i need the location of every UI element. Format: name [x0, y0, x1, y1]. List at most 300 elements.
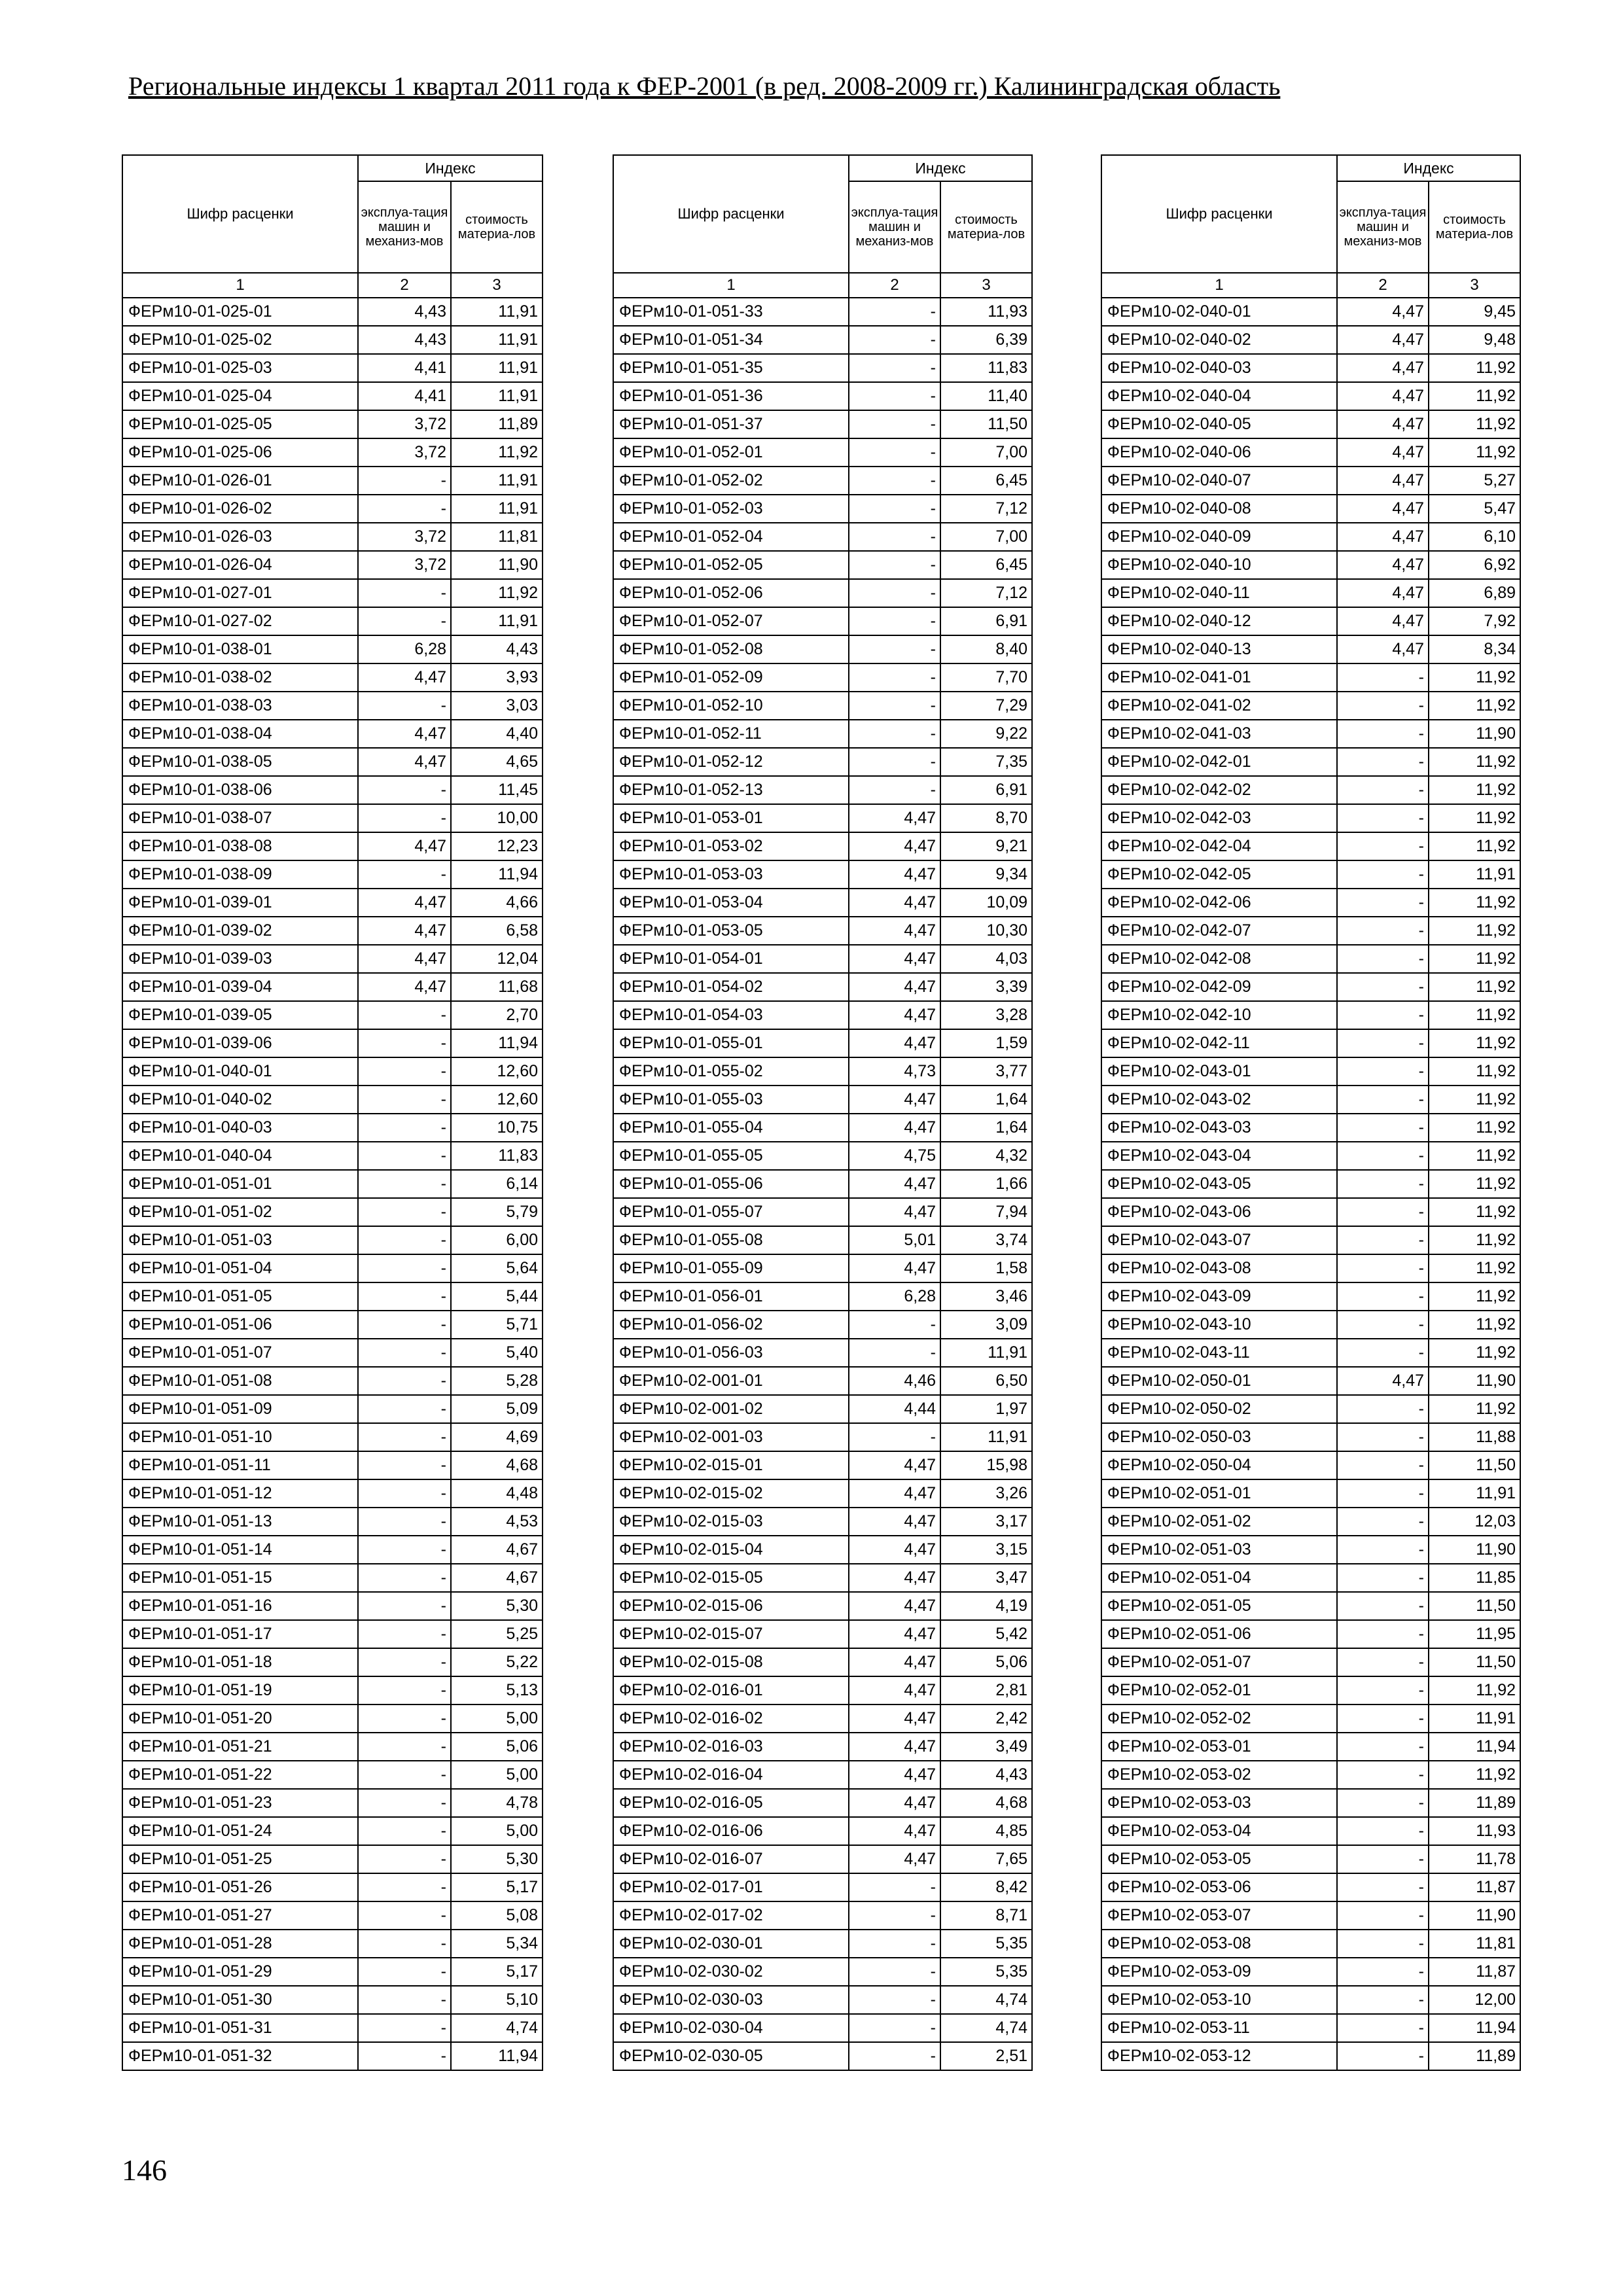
materials-index-cell: 11,92 — [1429, 1676, 1520, 1704]
table-row — [1101, 1930, 1520, 1958]
materials-index-cell: 11,92 — [1429, 663, 1520, 692]
machines-index-cell: 4,47 — [849, 889, 940, 917]
materials-index-cell: 11,92 — [1429, 692, 1520, 720]
table-row — [122, 551, 543, 579]
table-row — [613, 1226, 1032, 1254]
machines-index-cell: 6,28 — [358, 635, 451, 663]
materials-index-cell: 11,50 — [1429, 1648, 1520, 1676]
table-row — [122, 1873, 543, 1901]
rate-code-cell: ФЕРм10-01-038-08 — [122, 832, 358, 860]
machines-index-cell: 4,73 — [849, 1057, 940, 1086]
rate-code-cell: ФЕРм10-02-053-06 — [1101, 1873, 1337, 1901]
table-row — [122, 467, 543, 495]
machines-index-cell: - — [1337, 1001, 1429, 1029]
rate-code-cell: ФЕРм10-01-053-02 — [613, 832, 849, 860]
machines-index-cell: 4,47 — [1337, 467, 1429, 495]
table-row — [122, 860, 543, 889]
rate-code-cell: ФЕРм10-02-043-09 — [1101, 1282, 1337, 1311]
machines-index-cell: - — [358, 1704, 451, 1733]
rate-code-cell: ФЕРм10-02-042-05 — [1101, 860, 1337, 889]
machines-index-cell: - — [1337, 1086, 1429, 1114]
machines-index-cell: - — [849, 720, 940, 748]
rate-code-cell: ФЕРм10-01-038-05 — [122, 748, 358, 776]
machines-index-cell: 4,47 — [849, 804, 940, 832]
table-row — [1101, 804, 1520, 832]
materials-index-cell: 10,75 — [451, 1114, 543, 1142]
rate-code-cell: ФЕРм10-01-052-07 — [613, 607, 849, 635]
machines-index-cell: 4,47 — [1337, 1367, 1429, 1395]
machines-index-cell: 4,47 — [849, 945, 940, 973]
materials-index-cell: 11,92 — [1429, 1001, 1520, 1029]
rate-code-cell: ФЕРм10-02-030-05 — [613, 2042, 849, 2070]
materials-index-cell: 11,91 — [1429, 860, 1520, 889]
rate-code-cell: ФЕРм10-01-054-02 — [613, 973, 849, 1001]
rate-code-cell: ФЕРм10-02-040-11 — [1101, 579, 1337, 607]
machines-index-cell: - — [358, 1029, 451, 1057]
rate-code-cell: ФЕРм10-01-055-09 — [613, 1254, 849, 1282]
machines-index-cell: 4,47 — [1337, 607, 1429, 635]
materials-index-cell: 4,66 — [451, 889, 543, 917]
materials-index-cell: 3,03 — [451, 692, 543, 720]
rate-code-cell: ФЕРм10-01-051-17 — [122, 1620, 358, 1648]
machines-index-cell: 4,47 — [849, 1845, 940, 1873]
machines-index-cell: 5,01 — [849, 1226, 940, 1254]
rate-code-cell: ФЕРм10-02-015-03 — [613, 1508, 849, 1536]
materials-index-cell: 5,13 — [451, 1676, 543, 1704]
materials-index-cell: 4,32 — [940, 1142, 1032, 1170]
rate-code-cell: ФЕРм10-02-053-08 — [1101, 1930, 1337, 1958]
machines-index-cell: - — [358, 1592, 451, 1620]
materials-index-cell: 11,50 — [1429, 1451, 1520, 1479]
machines-index-cell: 4,43 — [358, 326, 451, 354]
rate-code-cell: ФЕРм10-01-026-02 — [122, 495, 358, 523]
machines-index-cell: - — [1337, 1592, 1429, 1620]
table-row — [613, 1479, 1032, 1508]
table-row — [1101, 1592, 1520, 1620]
table-row — [122, 663, 543, 692]
machines-index-cell: - — [1337, 1226, 1429, 1254]
machines-index-cell: - — [849, 1339, 940, 1367]
table-row — [1101, 1001, 1520, 1029]
table-body — [1101, 298, 1520, 2070]
machines-index-cell: - — [1337, 1733, 1429, 1761]
header-col-number: 1 — [613, 273, 849, 298]
materials-index-cell: 11,92 — [1429, 354, 1520, 382]
table-row — [1101, 776, 1520, 804]
rate-code-cell: ФЕРм10-02-053-09 — [1101, 1958, 1337, 1986]
materials-index-cell: 11,50 — [940, 410, 1032, 438]
table-row — [613, 354, 1032, 382]
machines-index-cell: 4,41 — [358, 354, 451, 382]
rate-code-cell: ФЕРм10-02-043-10 — [1101, 1311, 1337, 1339]
materials-index-cell: 4,85 — [940, 1817, 1032, 1845]
rate-code-cell: ФЕРм10-01-051-12 — [122, 1479, 358, 1508]
rate-code-cell: ФЕРм10-01-051-01 — [122, 1170, 358, 1198]
materials-index-cell: 4,03 — [940, 945, 1032, 973]
table-row — [122, 382, 543, 410]
table-row — [613, 410, 1032, 438]
rate-code-cell: ФЕРм10-01-051-30 — [122, 1986, 358, 2014]
materials-index-cell: 4,48 — [451, 1479, 543, 1508]
rate-code-cell: ФЕРм10-01-054-01 — [613, 945, 849, 973]
page-title: Региональные индексы 1 квартал 2011 года к ФЕР-2001 (в ред. 2008-2009 гг.) Калининградская область — [128, 71, 1281, 101]
machines-index-cell: 4,47 — [849, 1001, 940, 1029]
rate-code-cell: ФЕРм10-02-040-07 — [1101, 467, 1337, 495]
table-row — [613, 326, 1032, 354]
machines-index-cell: - — [1337, 1930, 1429, 1958]
rate-code-cell: ФЕРм10-02-015-02 — [613, 1479, 849, 1508]
table-row — [1101, 579, 1520, 607]
rate-code-cell: ФЕРм10-01-027-01 — [122, 579, 358, 607]
table-row — [613, 889, 1032, 917]
page-number: 146 — [122, 2153, 167, 2187]
materials-index-cell: 1,97 — [940, 1395, 1032, 1423]
rate-code-cell: ФЕРм10-01-039-05 — [122, 1001, 358, 1029]
materials-index-cell: 11,78 — [1429, 1845, 1520, 1873]
header-machines: эксплуа-тация машин и механиз-мов — [358, 181, 451, 273]
rate-code-cell: ФЕРм10-02-053-11 — [1101, 2014, 1337, 2042]
rate-code-cell: ФЕРм10-01-052-09 — [613, 663, 849, 692]
header-machines: эксплуа-тация машин и механиз-мов — [849, 181, 940, 273]
machines-index-cell: 4,47 — [1337, 523, 1429, 551]
machines-index-cell: - — [358, 804, 451, 832]
machines-index-cell: - — [1337, 1958, 1429, 1986]
rate-code-cell: ФЕРм10-01-025-04 — [122, 382, 358, 410]
table-row — [613, 1282, 1032, 1311]
table-row — [613, 551, 1032, 579]
machines-index-cell: - — [358, 1395, 451, 1423]
rate-code-cell: ФЕРм10-02-015-08 — [613, 1648, 849, 1676]
rate-code-cell: ФЕРм10-02-053-10 — [1101, 1986, 1337, 2014]
materials-index-cell: 6,91 — [940, 776, 1032, 804]
rate-code-cell: ФЕРм10-01-026-03 — [122, 523, 358, 551]
table-row — [122, 1226, 543, 1254]
table-row — [122, 1142, 543, 1170]
rate-code-cell: ФЕРм10-02-041-03 — [1101, 720, 1337, 748]
machines-index-cell: - — [849, 692, 940, 720]
rate-code-cell: ФЕРм10-02-053-04 — [1101, 1817, 1337, 1845]
rate-code-cell: ФЕРм10-02-040-01 — [1101, 298, 1337, 326]
machines-index-cell: 4,47 — [1337, 326, 1429, 354]
table-row — [613, 1508, 1032, 1536]
table-row — [613, 438, 1032, 467]
header-col-number: 2 — [1337, 273, 1429, 298]
table-row — [613, 523, 1032, 551]
materials-index-cell: 11,90 — [1429, 1367, 1520, 1395]
rate-code-cell: ФЕРм10-01-055-04 — [613, 1114, 849, 1142]
table-row — [1101, 1142, 1520, 1170]
rate-code-cell: ФЕРм10-02-053-02 — [1101, 1761, 1337, 1789]
rate-code-cell: ФЕРм10-01-051-19 — [122, 1676, 358, 1704]
machines-index-cell: - — [849, 2014, 940, 2042]
index-table-middle — [613, 154, 1033, 2071]
table-row — [122, 1367, 543, 1395]
rate-code-cell: ФЕРм10-01-027-02 — [122, 607, 358, 635]
rate-code-cell: ФЕРм10-01-055-06 — [613, 1170, 849, 1198]
rate-code-cell: ФЕРм10-01-053-01 — [613, 804, 849, 832]
machines-index-cell: - — [849, 776, 940, 804]
rate-code-cell: ФЕРм10-01-051-25 — [122, 1845, 358, 1873]
table-row — [1101, 1311, 1520, 1339]
header-index: Индекс — [358, 155, 543, 181]
machines-index-cell: - — [849, 2042, 940, 2070]
table-row — [1101, 1901, 1520, 1930]
table-row — [1101, 1254, 1520, 1282]
materials-index-cell: 11,94 — [451, 1029, 543, 1057]
machines-index-cell: 3,72 — [358, 523, 451, 551]
materials-index-cell: 11,89 — [451, 410, 543, 438]
rate-code-cell: ФЕРм10-01-055-01 — [613, 1029, 849, 1057]
rate-code-cell: ФЕРм10-01-051-09 — [122, 1395, 358, 1423]
materials-index-cell: 12,23 — [451, 832, 543, 860]
rate-code-cell: ФЕРм10-01-051-10 — [122, 1423, 358, 1451]
machines-index-cell: 4,47 — [849, 1761, 940, 1789]
header-index: Индекс — [1337, 155, 1520, 181]
machines-index-cell: - — [358, 692, 451, 720]
materials-index-cell: 7,29 — [940, 692, 1032, 720]
table-row — [122, 692, 543, 720]
machines-index-cell: - — [1337, 945, 1429, 973]
materials-index-cell: 7,65 — [940, 1845, 1032, 1873]
machines-index-cell: - — [1337, 748, 1429, 776]
rate-code-cell: ФЕРм10-02-015-05 — [613, 1564, 849, 1592]
rate-code-cell: ФЕРм10-02-030-04 — [613, 2014, 849, 2042]
table-row — [613, 1001, 1032, 1029]
rate-code-cell: ФЕРм10-02-015-04 — [613, 1536, 849, 1564]
header-code: Шифр расценки — [1101, 155, 1337, 273]
table-row — [1101, 1479, 1520, 1508]
rate-code-cell: ФЕРм10-01-052-08 — [613, 635, 849, 663]
machines-index-cell: - — [849, 354, 940, 382]
rate-code-cell: ФЕРм10-01-051-07 — [122, 1339, 358, 1367]
table-row — [1101, 1114, 1520, 1142]
table-row — [613, 579, 1032, 607]
materials-index-cell: 5,79 — [451, 1198, 543, 1226]
machines-index-cell: - — [1337, 917, 1429, 945]
machines-index-cell: - — [849, 579, 940, 607]
materials-index-cell: 2,81 — [940, 1676, 1032, 1704]
table-row — [122, 1001, 543, 1029]
machines-index-cell: - — [1337, 804, 1429, 832]
rate-code-cell: ФЕРм10-02-016-06 — [613, 1817, 849, 1845]
machines-index-cell: 4,46 — [849, 1367, 940, 1395]
machines-index-cell: 4,47 — [849, 917, 940, 945]
materials-index-cell: 5,40 — [451, 1339, 543, 1367]
rate-code-cell: ФЕРм10-01-040-01 — [122, 1057, 358, 1086]
materials-index-cell: 8,34 — [1429, 635, 1520, 663]
materials-index-cell: 2,70 — [451, 1001, 543, 1029]
table-row — [122, 1845, 543, 1873]
machines-index-cell: - — [358, 2014, 451, 2042]
rate-code-cell: ФЕРм10-02-050-02 — [1101, 1395, 1337, 1423]
table-row — [122, 1282, 543, 1311]
rate-code-cell: ФЕРм10-02-040-03 — [1101, 354, 1337, 382]
materials-index-cell: 5,00 — [451, 1761, 543, 1789]
materials-index-cell: 11,92 — [451, 438, 543, 467]
rate-code-cell: ФЕРм10-01-052-05 — [613, 551, 849, 579]
materials-index-cell: 10,00 — [451, 804, 543, 832]
table-row — [122, 1198, 543, 1226]
machines-index-cell: - — [1337, 1648, 1429, 1676]
table-row — [613, 1086, 1032, 1114]
table-row — [122, 2014, 543, 2042]
table-row — [613, 1958, 1032, 1986]
rate-code-cell: ФЕРм10-02-030-02 — [613, 1958, 849, 1986]
table-row — [1101, 467, 1520, 495]
machines-index-cell: 4,47 — [849, 1479, 940, 1508]
rate-code-cell: ФЕРм10-01-051-36 — [613, 382, 849, 410]
materials-index-cell: 15,98 — [940, 1451, 1032, 1479]
rate-code-cell: ФЕРм10-02-043-03 — [1101, 1114, 1337, 1142]
index-table-left — [122, 154, 543, 2071]
machines-index-cell: 4,47 — [1337, 551, 1429, 579]
table-row — [1101, 382, 1520, 410]
table-row — [1101, 326, 1520, 354]
materials-index-cell: 5,30 — [451, 1592, 543, 1620]
materials-index-cell: 4,53 — [451, 1508, 543, 1536]
rate-code-cell: ФЕРм10-01-025-01 — [122, 298, 358, 326]
rate-code-cell: ФЕРм10-02-051-04 — [1101, 1564, 1337, 1592]
table-row — [122, 1508, 543, 1536]
rate-code-cell: ФЕРм10-02-053-01 — [1101, 1733, 1337, 1761]
machines-index-cell: - — [1337, 973, 1429, 1001]
machines-index-cell: 4,47 — [849, 1564, 940, 1592]
table-row — [1101, 1170, 1520, 1198]
rate-code-cell: ФЕРм10-02-040-09 — [1101, 523, 1337, 551]
materials-index-cell: 7,94 — [940, 1198, 1032, 1226]
table-row — [122, 1114, 543, 1142]
materials-index-cell: 11,81 — [451, 523, 543, 551]
machines-index-cell: - — [1337, 860, 1429, 889]
rate-code-cell: ФЕРм10-02-043-01 — [1101, 1057, 1337, 1086]
machines-index-cell: 4,47 — [849, 1676, 940, 1704]
machines-index-cell: 4,47 — [1337, 298, 1429, 326]
materials-index-cell: 9,21 — [940, 832, 1032, 860]
machines-index-cell: - — [849, 495, 940, 523]
materials-index-cell: 1,58 — [940, 1254, 1032, 1282]
rate-code-cell: ФЕРм10-01-052-01 — [613, 438, 849, 467]
rate-code-cell: ФЕРм10-01-052-06 — [613, 579, 849, 607]
machines-index-cell: - — [1337, 1311, 1429, 1339]
table-row — [613, 1057, 1032, 1086]
materials-index-cell: 4,40 — [451, 720, 543, 748]
table-row — [613, 1704, 1032, 1733]
machines-index-cell: - — [358, 1423, 451, 1451]
table-row — [1101, 945, 1520, 973]
materials-index-cell: 3,47 — [940, 1564, 1032, 1592]
rate-code-cell: ФЕРм10-01-025-06 — [122, 438, 358, 467]
rate-code-cell: ФЕРм10-02-043-08 — [1101, 1254, 1337, 1282]
rate-code-cell: ФЕРм10-01-053-03 — [613, 860, 849, 889]
materials-index-cell: 7,70 — [940, 663, 1032, 692]
machines-index-cell: 4,47 — [849, 1648, 940, 1676]
materials-index-cell: 12,60 — [451, 1057, 543, 1086]
machines-index-cell: - — [358, 860, 451, 889]
machines-index-cell: - — [358, 1958, 451, 1986]
rate-code-cell: ФЕРм10-02-016-03 — [613, 1733, 849, 1761]
rate-code-cell: ФЕРм10-02-017-02 — [613, 1901, 849, 1930]
table-row — [1101, 973, 1520, 1001]
rate-code-cell: ФЕРм10-02-051-06 — [1101, 1620, 1337, 1648]
machines-index-cell: 4,47 — [1337, 382, 1429, 410]
rate-code-cell: ФЕРм10-02-042-06 — [1101, 889, 1337, 917]
rate-code-cell: ФЕРм10-02-042-08 — [1101, 945, 1337, 973]
materials-index-cell: 11,45 — [451, 776, 543, 804]
table-row — [613, 1395, 1032, 1423]
rate-code-cell: ФЕРм10-02-043-11 — [1101, 1339, 1337, 1367]
machines-index-cell: - — [1337, 832, 1429, 860]
table-row — [122, 1029, 543, 1057]
rate-code-cell: ФЕРм10-01-055-02 — [613, 1057, 849, 1086]
materials-index-cell: 11,95 — [1429, 1620, 1520, 1648]
table-row — [613, 2014, 1032, 2042]
materials-index-cell: 3,74 — [940, 1226, 1032, 1254]
machines-index-cell: - — [1337, 1057, 1429, 1086]
header-col-number: 1 — [122, 273, 358, 298]
rate-code-cell: ФЕРм10-01-040-02 — [122, 1086, 358, 1114]
machines-index-cell: - — [358, 1901, 451, 1930]
rate-code-cell: ФЕРм10-02-016-01 — [613, 1676, 849, 1704]
machines-index-cell: - — [358, 1761, 451, 1789]
materials-index-cell: 11,92 — [1429, 410, 1520, 438]
machines-index-cell: - — [1337, 1676, 1429, 1704]
materials-index-cell: 11,92 — [1429, 1086, 1520, 1114]
table-row — [122, 354, 543, 382]
rate-code-cell: ФЕРм10-01-055-05 — [613, 1142, 849, 1170]
rate-code-cell: ФЕРм10-01-051-11 — [122, 1451, 358, 1479]
table-row — [613, 1367, 1032, 1395]
table-row — [613, 1311, 1032, 1339]
materials-index-cell: 11,50 — [1429, 1592, 1520, 1620]
machines-index-cell: - — [1337, 720, 1429, 748]
table-row — [122, 1086, 543, 1114]
rate-code-cell: ФЕРм10-01-025-05 — [122, 410, 358, 438]
machines-index-cell: - — [849, 298, 940, 326]
table-row — [1101, 663, 1520, 692]
table-row — [122, 720, 543, 748]
materials-index-cell: 11,90 — [1429, 1536, 1520, 1564]
materials-index-cell: 11,91 — [451, 354, 543, 382]
machines-index-cell: - — [1337, 1114, 1429, 1142]
machines-index-cell: - — [358, 607, 451, 635]
table-row — [122, 1817, 543, 1845]
materials-index-cell: 5,00 — [451, 1817, 543, 1845]
rate-code-cell: ФЕРм10-01-052-02 — [613, 467, 849, 495]
materials-index-cell: 11,83 — [940, 354, 1032, 382]
materials-index-cell: 3,26 — [940, 1479, 1032, 1508]
table-row — [613, 1873, 1032, 1901]
table-row — [122, 1311, 543, 1339]
machines-index-cell: - — [358, 2042, 451, 2070]
machines-index-cell: 4,47 — [849, 1817, 940, 1845]
materials-index-cell: 4,74 — [940, 2014, 1032, 2042]
table-row — [1101, 438, 1520, 467]
materials-index-cell: 11,90 — [451, 551, 543, 579]
materials-index-cell: 11,91 — [940, 1423, 1032, 1451]
rate-code-cell: ФЕРм10-01-051-28 — [122, 1930, 358, 1958]
rate-code-cell: ФЕРм10-02-040-06 — [1101, 438, 1337, 467]
table-row — [1101, 692, 1520, 720]
materials-index-cell: 11,94 — [451, 2042, 543, 2070]
table-row — [613, 607, 1032, 635]
table-row — [613, 635, 1032, 663]
table-row — [122, 1648, 543, 1676]
table-row — [1101, 1198, 1520, 1226]
machines-index-cell: - — [1337, 1901, 1429, 1930]
machines-index-cell: - — [358, 1479, 451, 1508]
rate-code-cell: ФЕРм10-01-038-02 — [122, 663, 358, 692]
materials-index-cell: 11,92 — [1429, 1057, 1520, 1086]
